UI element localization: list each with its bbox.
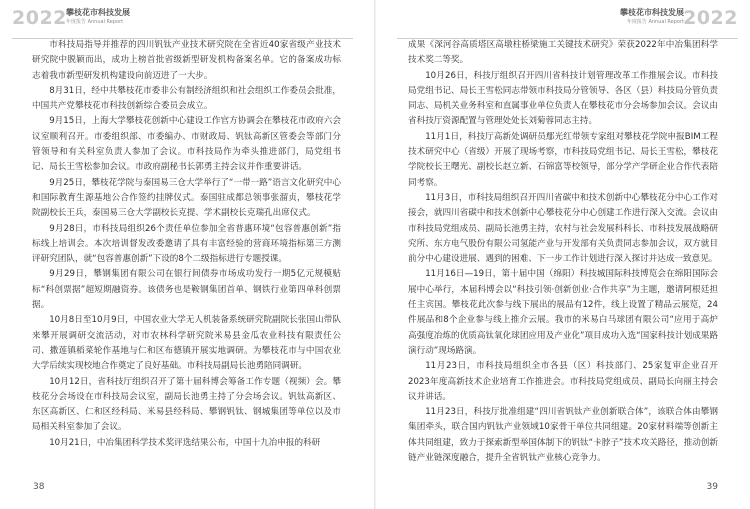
- paragraph: 10月21日，中冶集团科学技术奖评选结果公布，中国十九冶申报的科研: [49, 437, 321, 448]
- paragraph: 9月15日，上海大学攀枝花创新中心建设工作官方协调会在攀枝花市政府六会议室顺利召开。市委组织部、市委编办、市财政局、钒钛高新区管委会等部门分管领导和有关科室负责人参加了会议。市科技局作为牵头推进部门，局党组书记、局长王雪松参加会议。市政府副秘书长郭勇主持会议并作重要讲话。: [32, 116, 341, 173]
- header-title: 攀枝花市科技发展: [66, 8, 130, 17]
- paragraph: 10月8日至10月9日，中国农业大学无人机装备系统研究院副院长张国山带队来攀开展调研交流活动，对市农林科学研究院米易县金瓜农业科技有限责任公司、撒莲镇稻菜轮作基地与仁和区布德镇开展实地调研。为攀枝花市与中国农业大学后续实现校地合作奠定了良好基础。市科技局副局长池勇陪同调研。: [32, 315, 341, 372]
- paragraph: 10月26日，科技厅组织召开四川省科技计划管理改革工作推展会议。市科技局党组书记、局长王雪松同志带领市科技局分管领导、各区（县）科技局分管负责同志、局机关业务科室和直属事业单位负责人在攀枝花市分会场参加会议。会议由省科技厅资源配置与管理处处长刘菊蓉同志主持。: [408, 70, 718, 127]
- paragraph: 9月25日，攀枝花学院与泰国易三仓大学举行了“一带一路”语言文化研究中心和国际教育生源基地公合作签约挂牌仪式。泰国驻成都总领事张溜贞，攀枝花学院副校长王兵，泰国易三仓大学副校长克提、学术副校长克瑞孔出席仪式。: [32, 177, 341, 219]
- right-page-header: [375, 7, 750, 29]
- paragraph: 成果《深河谷高质塔区高墩柱桥梁施工关键技术研究》荣获2022年中冶集团科学技术奖二等奖。: [408, 40, 718, 66]
- paragraph: 11月3日，市科技局组织召开四川省碳中和技术创新中心攀枝花分中心工作对接会，就四川省碳中和技术创新中心攀枝花分中心创建工作进行深入交流。会议由市科技局党组成员、副局长池勇主持，农村与社会发展科科长、市科技发展战略研究所、东方电气股份有限公司氢能产业与开发部有关负责同志参加会议，双方就目前分中心建设进展、遇到的困难、下一步工作计划进行深入探讨并达成一致意见。: [408, 192, 718, 265]
- paragraph: 11月23日，科技厅批准组建“四川省钒钛产业创新联合体”，该联合体由攀钢集团牵头，联合国内钒钛产业领域10家骨干单位共同组建。20家材料端等创新主体共同组建，致力于探索新型举国体制下的钒钛“卡脖子”技术攻关路径，推动创新链产业链深度融合，提升全省钒钛产业核心竞争力。: [408, 407, 718, 464]
- page-number: 38: [33, 482, 45, 492]
- paragraph: 10月12日，省科技厅组织召开了第十届科博会筹备工作专题（视频）会。攀枝花分会场设在市科技局会议室，副局长池勇主持了分会场会议。钒钛高新区、东区高新区、仁和区经科局、米易县经科局、攀钢钒钛、钢城集团等单位以及市局相关科室参加了会议。: [32, 376, 341, 433]
- left-page-body: [32, 38, 341, 451]
- header-year: 2022: [683, 7, 738, 29]
- paragraph: 9月28日，市科技局组织26个责任单位参加全省普惠环境“包容普惠创新”指标线上培训会。本次培训督发改委邀请了具有丰富经验的营商环境指标第三方测评研究团队，就“包容普惠创新”下设的8个二级指标进行专题授课。: [32, 223, 341, 265]
- paragraph: 11月23日，市科技局组织全市各县（区）科技部门、25家复审企业召开2023年度高新技术企业培育工作推进会。市科技局党组成员、副局长向丽主持会议并讲话。: [408, 361, 718, 402]
- header-year: 2022: [12, 7, 67, 29]
- page-number: 39: [706, 482, 718, 492]
- paragraph: 9月29日，攀钢集团有限公司在银行间债券市场成功发行一期5亿元规模贴标“科创票据”超短期融资券。该债务也是鞍钢集团首单、钢铁行业第四单科创票据。: [32, 269, 341, 311]
- right-page-body: [408, 38, 718, 466]
- header-titles: [620, 8, 684, 26]
- header-titles: [66, 8, 130, 26]
- paragraph: 11月1日，科技厅高新处调研员鄢光红带领专家组对攀枝花学院申报BIM工程技术研究中心（省级）开展了现场考察，市科技局党组书记、局长王雪松，攀枝花学院校长王曙光、副校长赵立新、石锦富等校领导，部分学产学研企业合作代表陪同考察。: [408, 131, 718, 188]
- paragraph: 市科技局指导并推荐的四川钒钛产业技术研究院在全省近40家省级产业技术研究院中脱颖而出，成功上榜首批省级新型研发机构备案名单。它的备案成功标志着我市新型研发机构建设向前迈进了一大步。: [32, 40, 341, 81]
- header-title: 攀枝花市科技发展: [620, 8, 684, 17]
- paragraph: 11月16日—19日，第十届中国（绵阳）科技城国际科技博览会在绵阳国际会展中心举行，本届科博会以“科技引领·创新创业·合作共享”为主题，邀请阿根廷担任主宾国。攀枝花此次参与线下展出的展品有12件，线上设置了精品云展览，24件展品和8个企业参与线上推介云展。我市的米易白马球团有限公司“应用于高炉高强度冶炼的优质高钛氧化球团应用及产业化”项目成功入选“国家科技计划成果路演行动”现场路演。: [408, 269, 718, 356]
- left-page-header: [0, 7, 375, 29]
- paragraph: 8月31日，经中共攀枝花市委非公有制经济组织和社会组织工作委员会批准，中国共产党攀枝花市科技创新综合委员会成立。: [32, 85, 341, 112]
- right-page: [375, 0, 750, 509]
- header-subtitle: 年度报告 Annual Report: [626, 19, 684, 25]
- header-subtitle: 年度报告 Annual Report: [66, 19, 124, 25]
